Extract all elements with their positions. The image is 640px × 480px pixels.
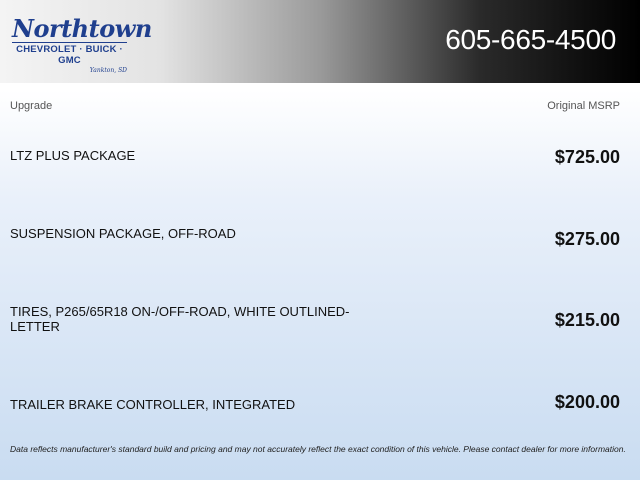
- disclaimer-text: Data reflects manufacturer's standard build and pricing and may not accurately reflect the exact condition of this vehicle. Please contact dealer for more information.: [10, 444, 626, 454]
- dealer-phone: 605-665-4500: [445, 24, 616, 55]
- upgrade-name: TRAILER BRAKE CONTROLLER, INTEGRATED: [10, 397, 296, 412]
- upgrade-price: $725.00: [554, 147, 620, 167]
- upgrade-name: TIRES, P265/65R18 ON-/OFF-ROAD, WHITE OUTLINED-LETTER: [10, 304, 350, 334]
- column-header-msrp: Original MSRP: [547, 100, 620, 112]
- logo-dealer-name: Northtown: [12, 14, 152, 43]
- upgrade-name: LTZ PLUS PACKAGE: [10, 148, 136, 163]
- logo-brands: CHEVROLET · BUICK · GMC: [12, 42, 127, 66]
- logo-location: Yankton, SD: [89, 67, 127, 74]
- upgrade-price: $215.00: [554, 310, 620, 330]
- dealer-logo: [12, 14, 152, 74]
- upgrade-name: SUSPENSION PACKAGE, OFF-ROAD: [10, 226, 236, 241]
- upgrade-price: $275.00: [554, 229, 620, 249]
- column-header-upgrade: Upgrade: [10, 100, 53, 112]
- upgrade-price: $200.00: [554, 392, 620, 412]
- header-banner: [0, 0, 640, 83]
